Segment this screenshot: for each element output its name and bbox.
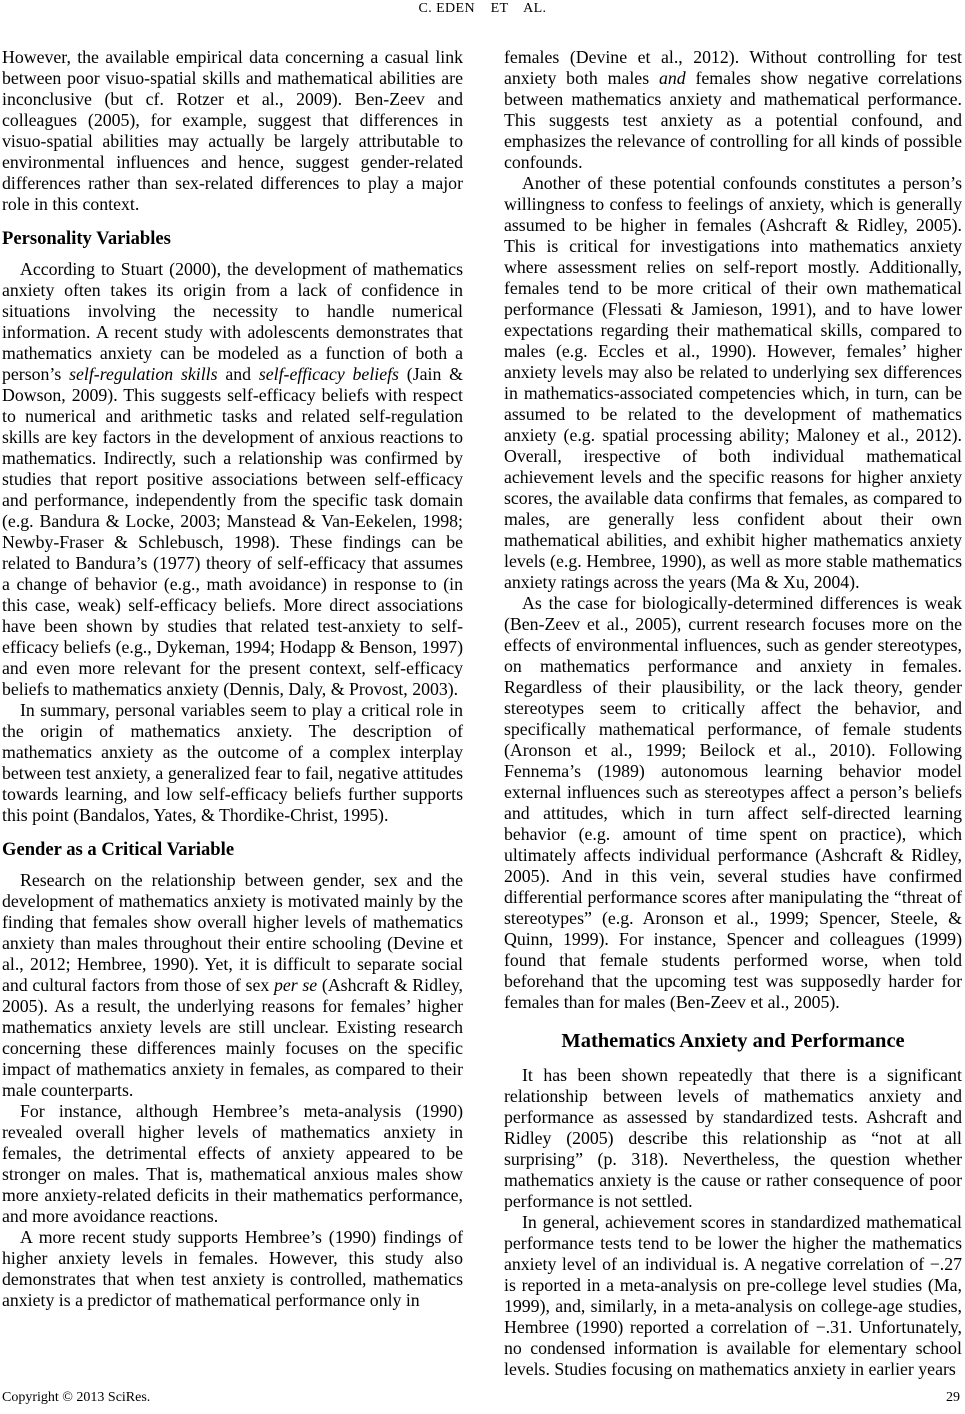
body-paragraph: [2, 870, 463, 1101]
body-paragraph: [2, 1227, 463, 1311]
text-run: It has been shown repeatedly that there is a significant relationship between levels of mathematics anxiety and performance as assessed by standardized tests. Ashcraft and Ridley (2005) describe this relationship as “not at all surprising” (p. 318). Nevertheless, the question whether mathematics anxiety is the cause or rather consequence of poor performance is not settled.: [504, 1065, 962, 1211]
text-run: Gender as a Critical Variable: [2, 839, 235, 860]
text-run: However, the available empirical data concerning a casual link between poor visuo-spatial skills and mathematical abilities are inconclusive (but cf. Rotzer et al., 2009). Ben-Zeev and colleagues (2005), for example, suggest that differences in visuo-spatial abilities may actually be largely attributable to environmental influences and hence, suggest gender-related differences rather than sex-related differences to play a major role in this context.: [2, 47, 463, 214]
text-run: For instance, although Hembree’s meta-analysis (1990) revealed overall higher levels of mathematics anxiety in females, the detrimental effects of anxiety appeared to be stronger on males. That is, mathematical anxious males show more anxiety-related deficits in their mathematics performance, and more avoidance reactions.: [2, 1101, 463, 1226]
body-paragraph: [504, 1212, 962, 1380]
copyright-text: Copyright © 2013 SciRes.: [2, 1390, 151, 1405]
text-run: In general, achievement scores in standardized mathematical performance tests tend to be lower the higher the mathematics anxiety level of an individual is. A negative correlation of −.27 is reported in a meta-analysis on pre-college level studies (Ma, 1999), and, similarly, in a meta-analysis on college-age studies, Hembree (1990) reported a correlation of −.31. Unfortunately, no condensed information is available for elementary school levels. Studies focusing on mathematics anxiety in earlier years: [504, 1212, 962, 1379]
body-paragraph: [504, 593, 962, 1013]
text-run: Personality Variables: [2, 228, 171, 249]
text-run: (Jain & Dowson, 2009). This suggests self-efficacy beliefs with respect to numerical and arithmetic tasks and related self-regulation skills are key factors in the development of anxious reactions to mathematics. Indirectly, such a relationship was confirmed by studies that report positive associations between self-efficacy and performance, independently from the specific task domain (e.g. Bandura & Locke, 2003; Manstead & Van-Eekelen, 1998; Newby-Fraser & Schlebusch, 1998). These findings can be related to Bandura’s (1977) theory of self-efficacy that assumes a change of behavior (e.g., math avoidance) in response to (in this case, weak) self-efficacy beliefs. More direct associations have been shown by studies that related test-anxiety to self-efficacy beliefs (e.g., Dykeman, 1994; Hodapp & Benson, 1997) and even more relevant for the present context, self-efficacy beliefs to mathematics anxiety (Dennis, Daly, & Provost, 2003).: [2, 364, 463, 699]
body-paragraph: [2, 700, 463, 826]
text-run: (Ashcraft & Ridley, 2005). As a result, the underlying reasons for females’ higher mathematics anxiety levels are still unclear. Existing research concerning these differences mainly focuses on the specific impact of mathematics anxiety in females, as compared to their male counterparts.: [2, 975, 463, 1100]
body-paragraph: [2, 1101, 463, 1227]
text-run: A more recent study supports Hembree’s (1990) findings of higher anxiety levels in females. However, this study also demonstrates that when test anxiety is controlled, mathematics anxiety is a predictor of mathematical performance only in: [2, 1227, 463, 1310]
page-footer: [2, 1390, 960, 1406]
body-paragraph: [2, 259, 463, 700]
page-number: 29: [946, 1390, 960, 1405]
running-head: C. EDEN ET AL.: [418, 1, 547, 16]
italic-text-run: self-regulation skills: [69, 364, 218, 384]
text-run: and: [217, 364, 259, 384]
subsection-heading: [2, 228, 463, 250]
body-paragraph: [2, 47, 463, 215]
body-paragraph: [504, 1065, 962, 1212]
page-content: [2, 47, 962, 1380]
body-paragraph: [504, 47, 962, 173]
text-run: According to Stuart (2000), the development of mathematics anxiety often takes its origin from a lack of confidence in situations involving the necessity to handle numerical information. A recent study with adolescents demonstrates that mathematics anxiety can be modeled as a function of both a person’s: [2, 259, 463, 384]
column-left: [2, 47, 463, 1380]
text-run: Another of these potential confounds constitutes a person’s willingness to confess to feelings of anxiety, which is generally assumed to be higher in females (Ashcraft & Ridley, 2005). This is critical for investigations into mathematics anxiety where assessment relies on self-report mostly. Additionally, females tend to be more critical of their own mathematical performance (Flessati & Jamieson, 1991), and to have lower expectations regarding their mathematical skills, compared to males (e.g. Eccles et al., 1990). However, females’ higher anxiety levels may also be related to underlying sex differences in mathematics-associated competencies which, in turn, can be assumed to be related to the development of mathematics anxiety (e.g. spatial processing ability; Maloney et al., 2012). Overall, irespective of both individual mathematical achievement levels and the specific reasons for higher anxiety scores, the available data confirms that females, as compared to males, are generally less confident about their own mathematical abilities, and exhibit higher mathematics anxiety levels (e.g. Hembree, 1990), as well as more stable mathematics anxiety ratings across the years (Ma & Xu, 2004).: [504, 173, 962, 592]
text-run: females (Devine et al., 2012). Without controlling for test anxiety both males: [504, 47, 962, 88]
text-run: Mathematics Anxiety and Performance: [561, 1030, 905, 1052]
italic-text-run: and: [658, 68, 686, 88]
body-paragraph: [504, 173, 962, 593]
text-run: As the case for biologically-determined differences is weak (Ben-Zeev et al., 2005), current research focuses more on the effects of environmental influences, such as gender stereotypes, on mathematics performance and anxiety in females. Regardless of their plausibility, or the lack theory, gender stereotypes seem to critically affect the behavior, and specifically mathematical performance, of female students (Aronson et al., 1999; Beilock et al., 2010). Following Fennema’s (1989) autonomous learning behavior model external influences such as stereotypes affect a person’s beliefs and attitudes, which in turn affect self-directed learning behavior (e.g. amount of time spent on practice), which ultimately affects individual performance (Ashcraft & Ridley, 2005). And in this vein, several studies have confirmed differential performance scores after manipulating the “threat of stereotypes” (e.g. Aronson et al., 1999; Spencer, Steele, & Quinn, 1999). For instance, Spencer and colleagues (1999) found that female students performed worse, when told beforehand that the upcoming test was supposedly harder for females than for males (Ben-Zeev et al., 2005).: [504, 593, 962, 1012]
section-heading: [504, 1029, 962, 1053]
text-run: In summary, personal variables seem to play a critical role in the origin of mathematics anxiety. The description of mathematics anxiety as the outcome of a complex interplay between test anxiety, a generalized fear to fail, negative attitudes towards learning, and low self-efficacy beliefs further supports this point (Bandalos, Yates, & Thordike-Christ, 1995).: [2, 700, 463, 825]
italic-text-run: self-efficacy beliefs: [258, 364, 399, 384]
column-right: [504, 47, 962, 1380]
text-run: females show negative correlations between mathematics anxiety and mathematical performance. This suggests test anxiety as a potential confound, and emphasizes the relevance of controlling for all kinds of possible confounds.: [504, 68, 962, 172]
text-run: Research on the relationship between gender, sex and the development of mathematics anxiety is motivated mainly by the finding that females show overall higher levels of mathematics anxiety than males throughout their entire schooling (Devine et al., 2012; Hembree, 1990). Yet, it is difficult to separate social and cultural factors from those of sex: [2, 870, 463, 995]
italic-text-run: per se: [273, 975, 318, 995]
subsection-heading: [2, 839, 463, 861]
